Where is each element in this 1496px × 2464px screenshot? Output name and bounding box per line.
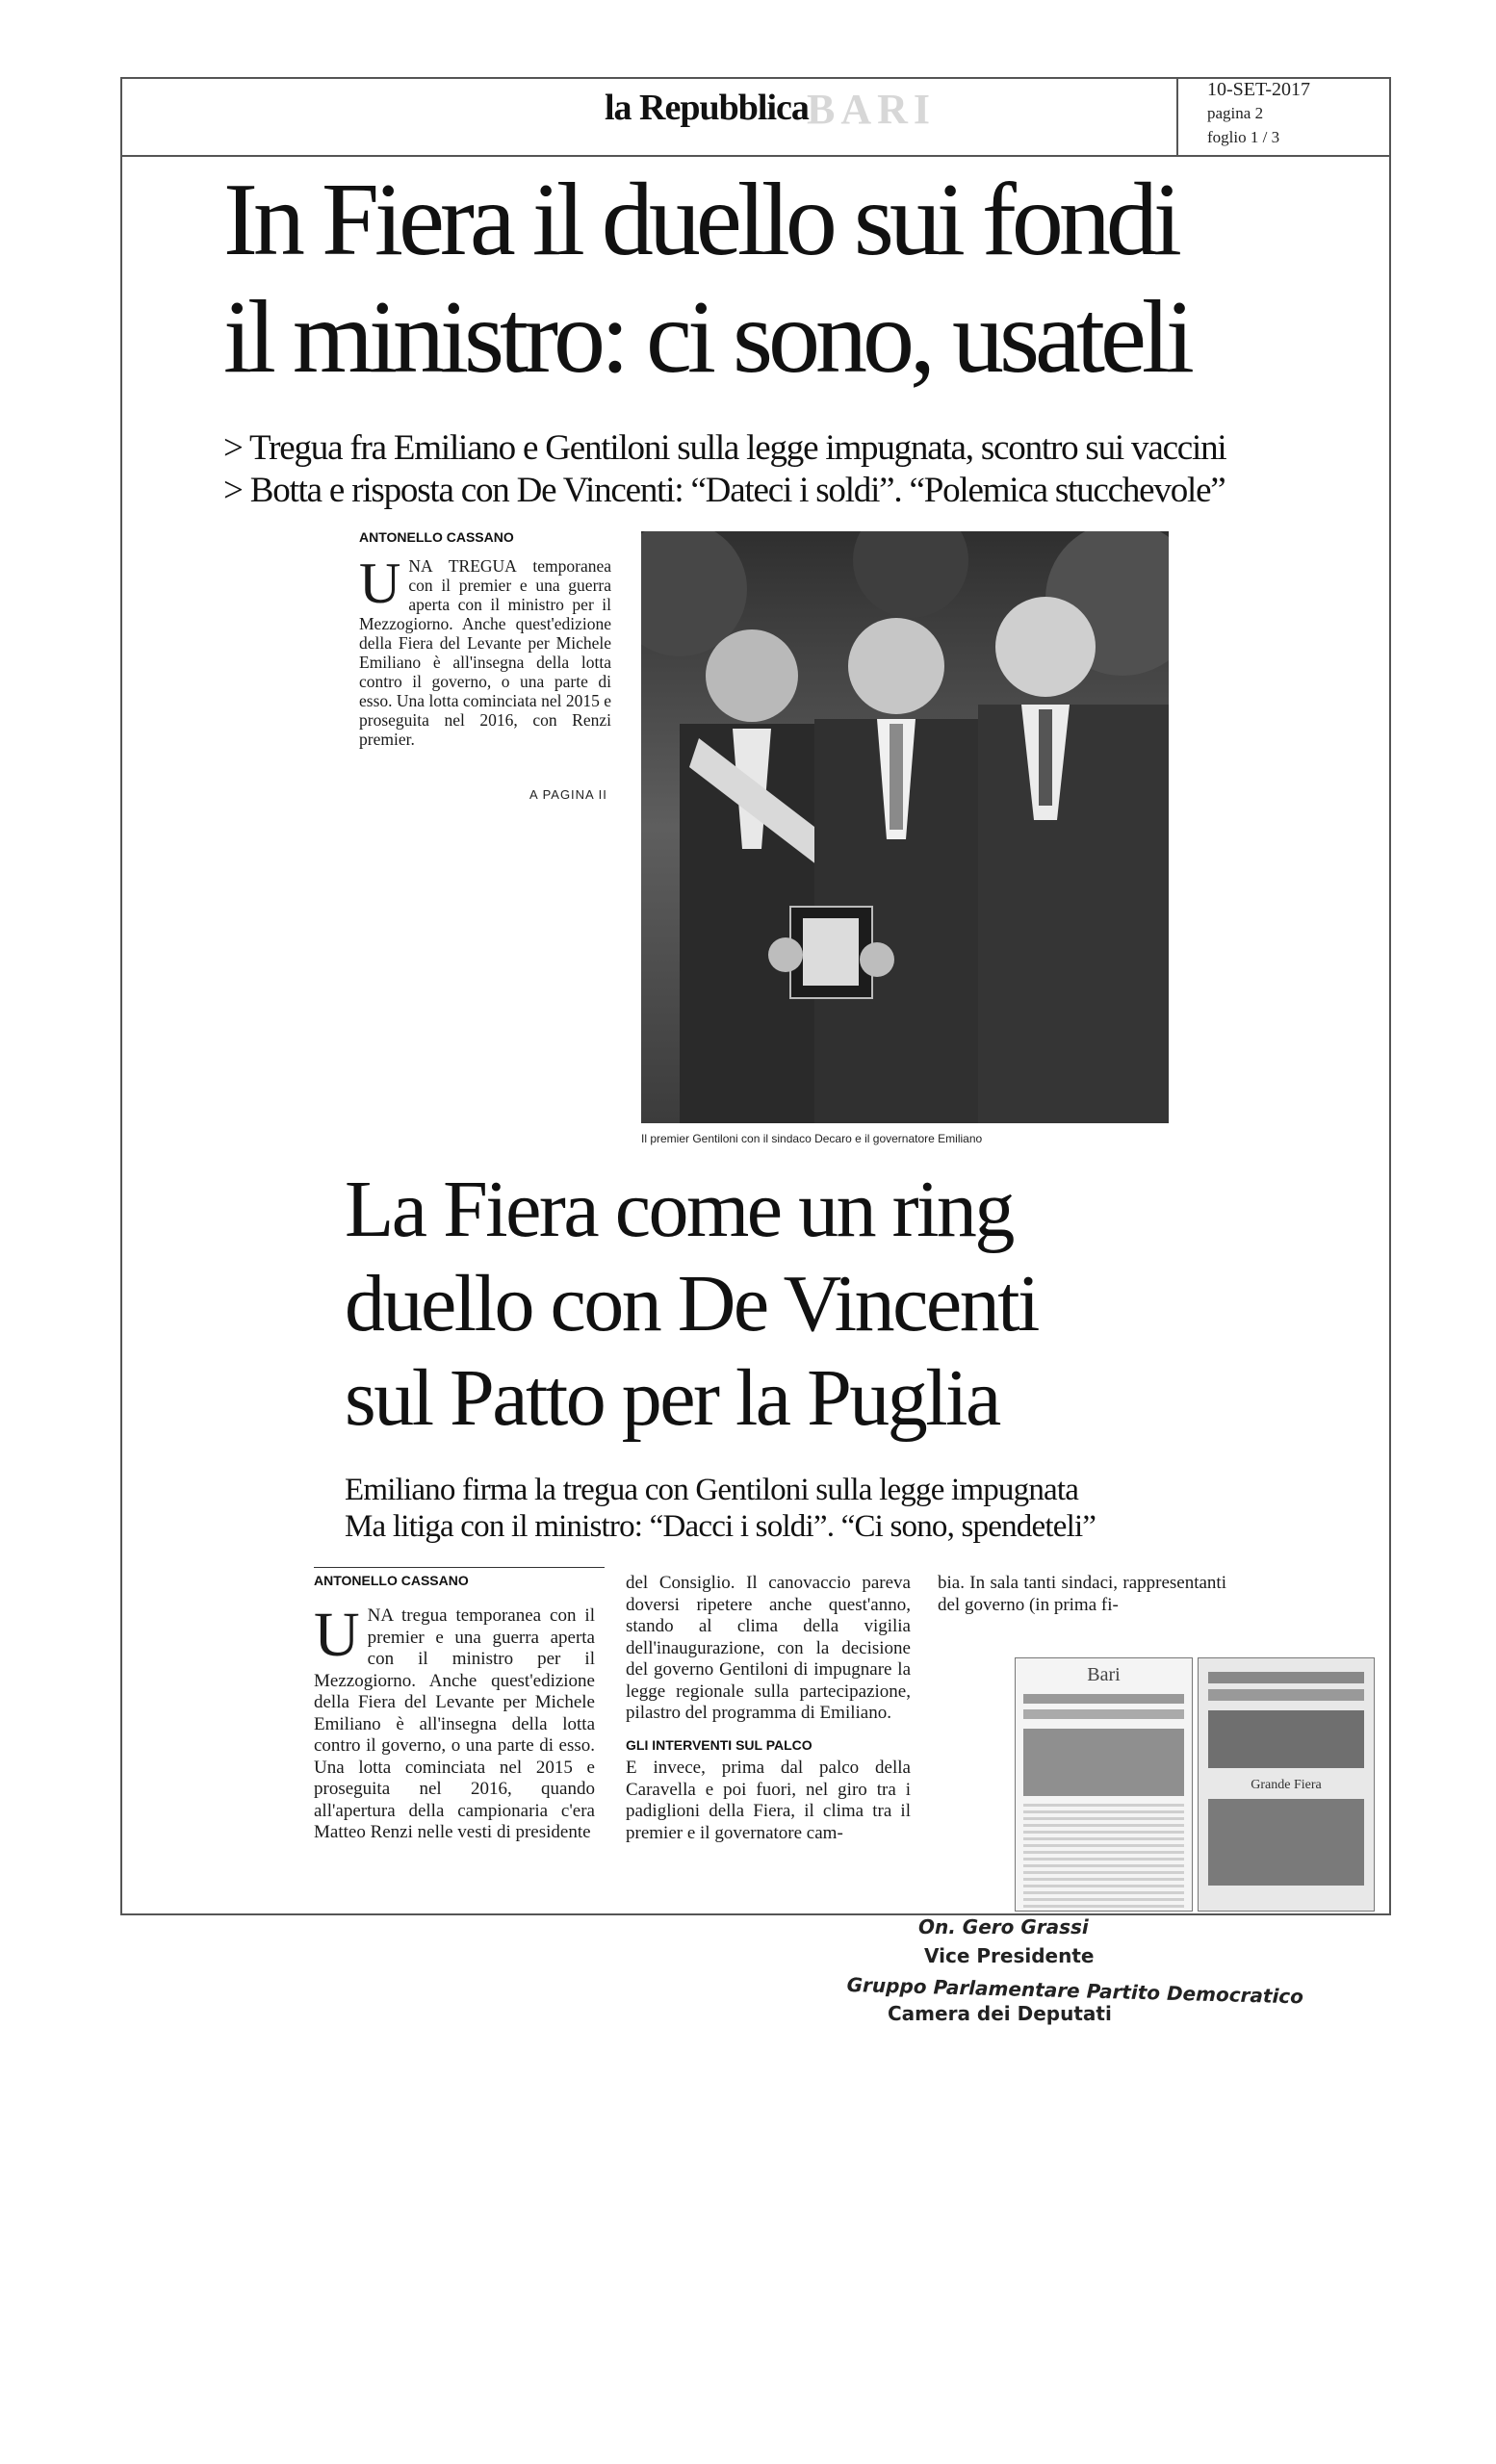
page-thumbnail-1 — [1015, 1657, 1193, 1912]
page-thumbnail-2 — [1198, 1657, 1375, 1912]
photo-illustration — [641, 531, 1169, 1123]
drop-cap-second: U — [314, 1600, 360, 1670]
clipping-page: pagina 2 — [1207, 104, 1264, 122]
stamp-group: Gruppo Parlamentare Partito Democratico — [846, 1973, 1304, 2009]
article-second-col3 — [938, 1573, 1226, 1616]
article-second-col2 — [626, 1573, 911, 1844]
article-second-subhead: GLI INTERVENTI SUL PALCO — [626, 1736, 812, 1753]
second-headline-line1: La Fiera come un ring — [345, 1165, 1013, 1254]
drop-cap-top: U — [359, 552, 401, 615]
article-second-col2b-text: E invece, prima dal palco della Caravella e poi fuori, nel giro tra i padiglioni della Fiera, il clima tra il premier e il governatore cam- — [626, 1758, 911, 1843]
byline-top: ANTONELLO CASSANO — [359, 529, 514, 545]
thumb2-photo — [1208, 1710, 1364, 1768]
main-headline-line2: il ministro: ci sono, usateli — [223, 280, 1190, 395]
second-headline — [345, 1163, 1355, 1446]
page-reference: A PAGINA II — [529, 787, 607, 802]
thumb1-title: Bari — [1087, 1664, 1121, 1685]
thumb2-headline-bar-2 — [1208, 1689, 1364, 1701]
second-headline-line3: sul Patto per la Puglia — [345, 1353, 999, 1443]
thumb1-text — [1023, 1804, 1184, 1912]
thumb1-headline-bar-2 — [1023, 1709, 1184, 1719]
thumb1-headline-bar — [1023, 1694, 1184, 1704]
thumb1-photo — [1023, 1729, 1184, 1796]
header-rule — [120, 155, 1391, 157]
article-second-col3-text: bia. In sala tanti sindaci, rappresentanti del governo (in prima fi- — [938, 1573, 1226, 1615]
photo-caption: Il premier Gentiloni con il sindaco Decaro e il governatore Emiliano — [641, 1132, 983, 1145]
article-second-col1-text: NA tregua temporanea con il premier e una guerra aperta con il ministro per il Mezzogiorno. Anche quest'edizione della Fiera del Levante per Michele Emiliano è all'insegna della lotta contro il governo, o una parte di esso. Una lotta cominciata nel 2015 e proseguita nel 2016, quando all'apertura della campionaria c'era Matteo Renzi nelle vesti di presidente — [314, 1605, 595, 1842]
clipping-sheet: foglio 1 / 3 — [1207, 128, 1280, 146]
news-photo — [641, 531, 1169, 1123]
stamp-chamber: Camera dei Deputati — [888, 2002, 1112, 2025]
article-top-body — [359, 552, 611, 749]
main-headline — [223, 162, 1379, 397]
byline-rule — [314, 1567, 605, 1568]
thumb2-photo-2 — [1208, 1799, 1364, 1886]
stamp-name: On. Gero Grassi — [918, 1915, 1089, 1938]
thumb2-title: Grande Fiera — [1251, 1778, 1322, 1792]
main-headline-line1: In Fiera il duello sui fondi — [223, 163, 1177, 277]
newspaper-edition-city: BARI — [807, 86, 937, 133]
deck-line1: > Tregua fra Emiliano e Gentiloni sulla legge impugnata, scontro sui vaccini — [223, 428, 1226, 468]
thumb2-headline-bar — [1208, 1672, 1364, 1683]
stamp-role: Vice Presidente — [924, 1944, 1095, 1967]
article-second-col1 — [314, 1600, 595, 1844]
deck2-line1: Emiliano firma la tregua con Gentiloni sulla legge impugnata — [345, 1473, 1079, 1507]
deck-line2: > Botta e risposta con De Vincenti: “Dateci i soldi”. “Polemica stucchevole” — [223, 471, 1225, 510]
article-top-text: NA TREGUA temporanea con il premier e una guerra aperta con il ministro per il Mezzogiorno. Anche quest'edizione della Fiera del Levante per Michele Emiliano è all'insegna della lotta contro il governo, o una parte di esso. Una lotta cominciata nel 2015 e proseguita nel 2016, con Renzi premier. — [359, 556, 611, 749]
article-second-col2a-text: del Consiglio. Il canovaccio pareva doversi ripetere anche quest'anno, stando al clima della vigilia dell'inaugurazione, con la decisione del governo Gentiloni di impugnare la legge regionale sulla partecipazione, pilastro del programma di Emiliano. — [626, 1573, 911, 1723]
clipping-date: 10-SET-2017 — [1207, 79, 1311, 100]
byline-second: ANTONELLO CASSANO — [314, 1573, 469, 1588]
deck2-line2: Ma litiga con il ministro: “Dacci i soldi”. “Ci sono, spendeteli” — [345, 1509, 1096, 1544]
second-headline-line2: duello con De Vincenti — [345, 1259, 1038, 1348]
newspaper-brand: la Repubblica — [605, 88, 809, 128]
